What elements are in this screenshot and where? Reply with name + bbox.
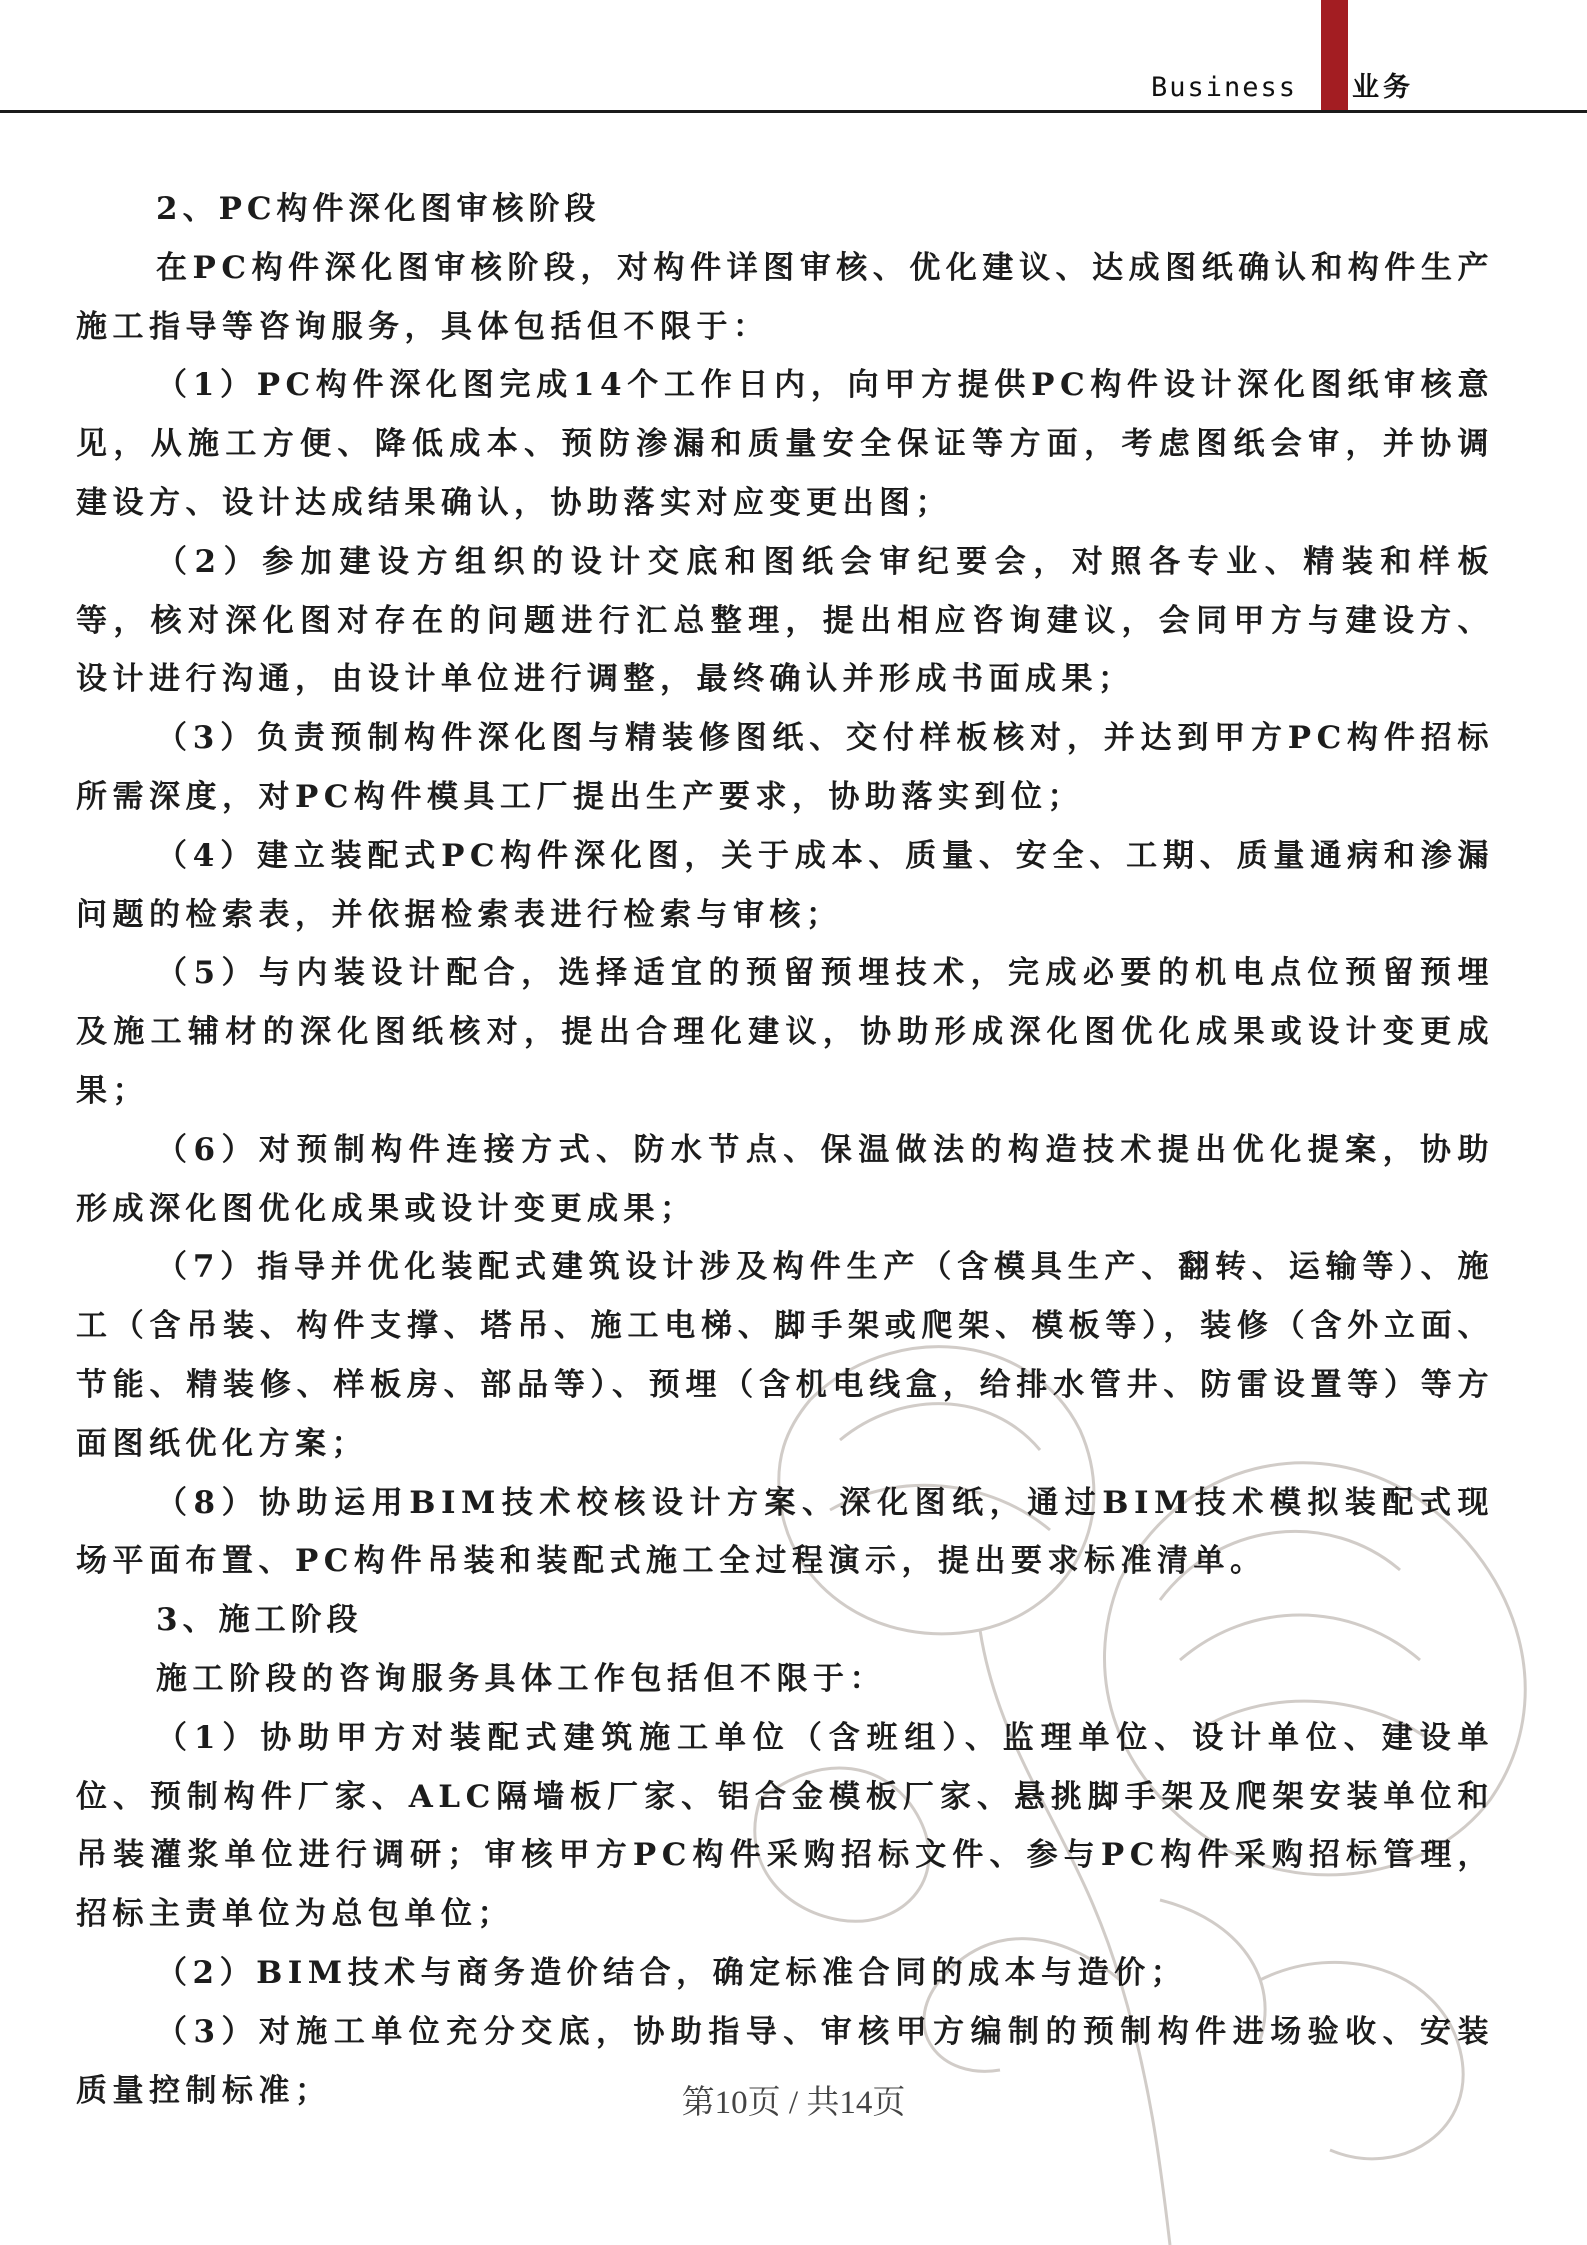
page-number: 第10页 / 共14页 — [681, 2085, 906, 2121]
section-heading-pc-review: 2、PC构件深化图审核阶段 — [156, 191, 601, 227]
paragraph-item-5: （5）与内装设计配合，选择适宜的预留预埋技术，完成必要的机电点位预留预埋及施工辅材的深化图纸核对，提出合理化建议，协助形成深化图优化成果或设计变更成果； — [76, 955, 1494, 1109]
header-english-label: Business — [1150, 72, 1297, 103]
header-chinese-label: 业务 — [1352, 72, 1414, 103]
paragraph-construction-intro: 施工阶段的咨询服务具体工作包括但不限于： — [156, 1660, 886, 1697]
paragraph-item-7: （7）指导并优化装配式建筑设计涉及构件生产（含模具生产、翻转、运输等）、施工（含吊装、构件支撑、塔吊、施工电梯、脚手架或爬架、模板等），装修（含外立面、节能、精装修、样板房、部品等）、预埋（含机电线盒，给排水管井、防雷设置等）等方面图纸优化方案； — [76, 1249, 1494, 1462]
document-body — [76, 180, 1494, 2120]
paragraph-item-8: （8）协助运用BIM技术校核设计方案、深化图纸，通过BIM技术模拟装配式现场平面布置、PC构件吊装和装配式施工全过程演示，提出要求标准清单。 — [76, 1484, 1494, 1580]
section-heading-construction: 3、施工阶段 — [156, 1602, 363, 1639]
header-accent-tab — [1321, 0, 1348, 112]
paragraph-item-4: （4）建立装配式PC构件深化图，关于成本、质量、安全、工期、质量通病和渗漏问题的检索表，并依据检索表进行检索与审核； — [76, 837, 1494, 933]
paragraph-construction-item-1: （1）协助甲方对装配式建筑施工单位（含班组）、监理单位、设计单位、建设单位、预制构件厂家、ALC隔墙板厂家、铝合金模板厂家、悬挑脚手架及爬架安装单位和吊装灌浆单位进行调研；审核甲方PC构件采购招标文件、参与PC构件采购招标管理，招标主责单位为总包单位； — [76, 1719, 1494, 1933]
paragraph-item-6: （6）对预制构件连接方式、防水节点、保温做法的构造技术提出优化提案，协助形成深化图优化成果或设计变更成果； — [76, 1131, 1494, 1227]
paragraph-item-1: （1）PC构件深化图完成14个工作日内，向甲方提供PC构件设计深化图纸审核意见，从施工方便、降低成本、预防渗漏和质量安全保证等方面，考虑图纸会审，并协调建设方、设计达成结果确认，协助落实对应变更出图； — [76, 367, 1494, 521]
paragraph-construction-item-3: （3）对施工单位充分交底，协助指导、审核甲方编制的预制构件进场验收、安装质量控制标准； — [76, 2013, 1494, 2109]
header-divider — [0, 110, 1587, 113]
paragraph-item-3: （3）负责预制构件深化图与精装修图纸、交付样板核对，并达到甲方PC构件招标所需深度，对PC构件模具工厂提出生产要求，协助落实到位； — [76, 720, 1494, 815]
paragraph-item-2: （2）参加建设方组织的设计交底和图纸会审纪要会，对照各专业、精装和样板等，核对深化图对存在的问题进行汇总整理，提出相应咨询建议，会同甲方与建设方、设计进行沟通，由设计单位进行调整，最终确认并形成书面成果； — [76, 543, 1494, 698]
paragraph-construction-item-2: （2）BIM技术与商务造价结合，确定标准合同的成本与造价； — [156, 1954, 1188, 1991]
paragraph-intro: 在PC构件深化图审核阶段，对构件详图审核、优化建议、达成图纸确认和构件生产施工指导等咨询服务，具体包括但不限于： — [76, 249, 1494, 345]
